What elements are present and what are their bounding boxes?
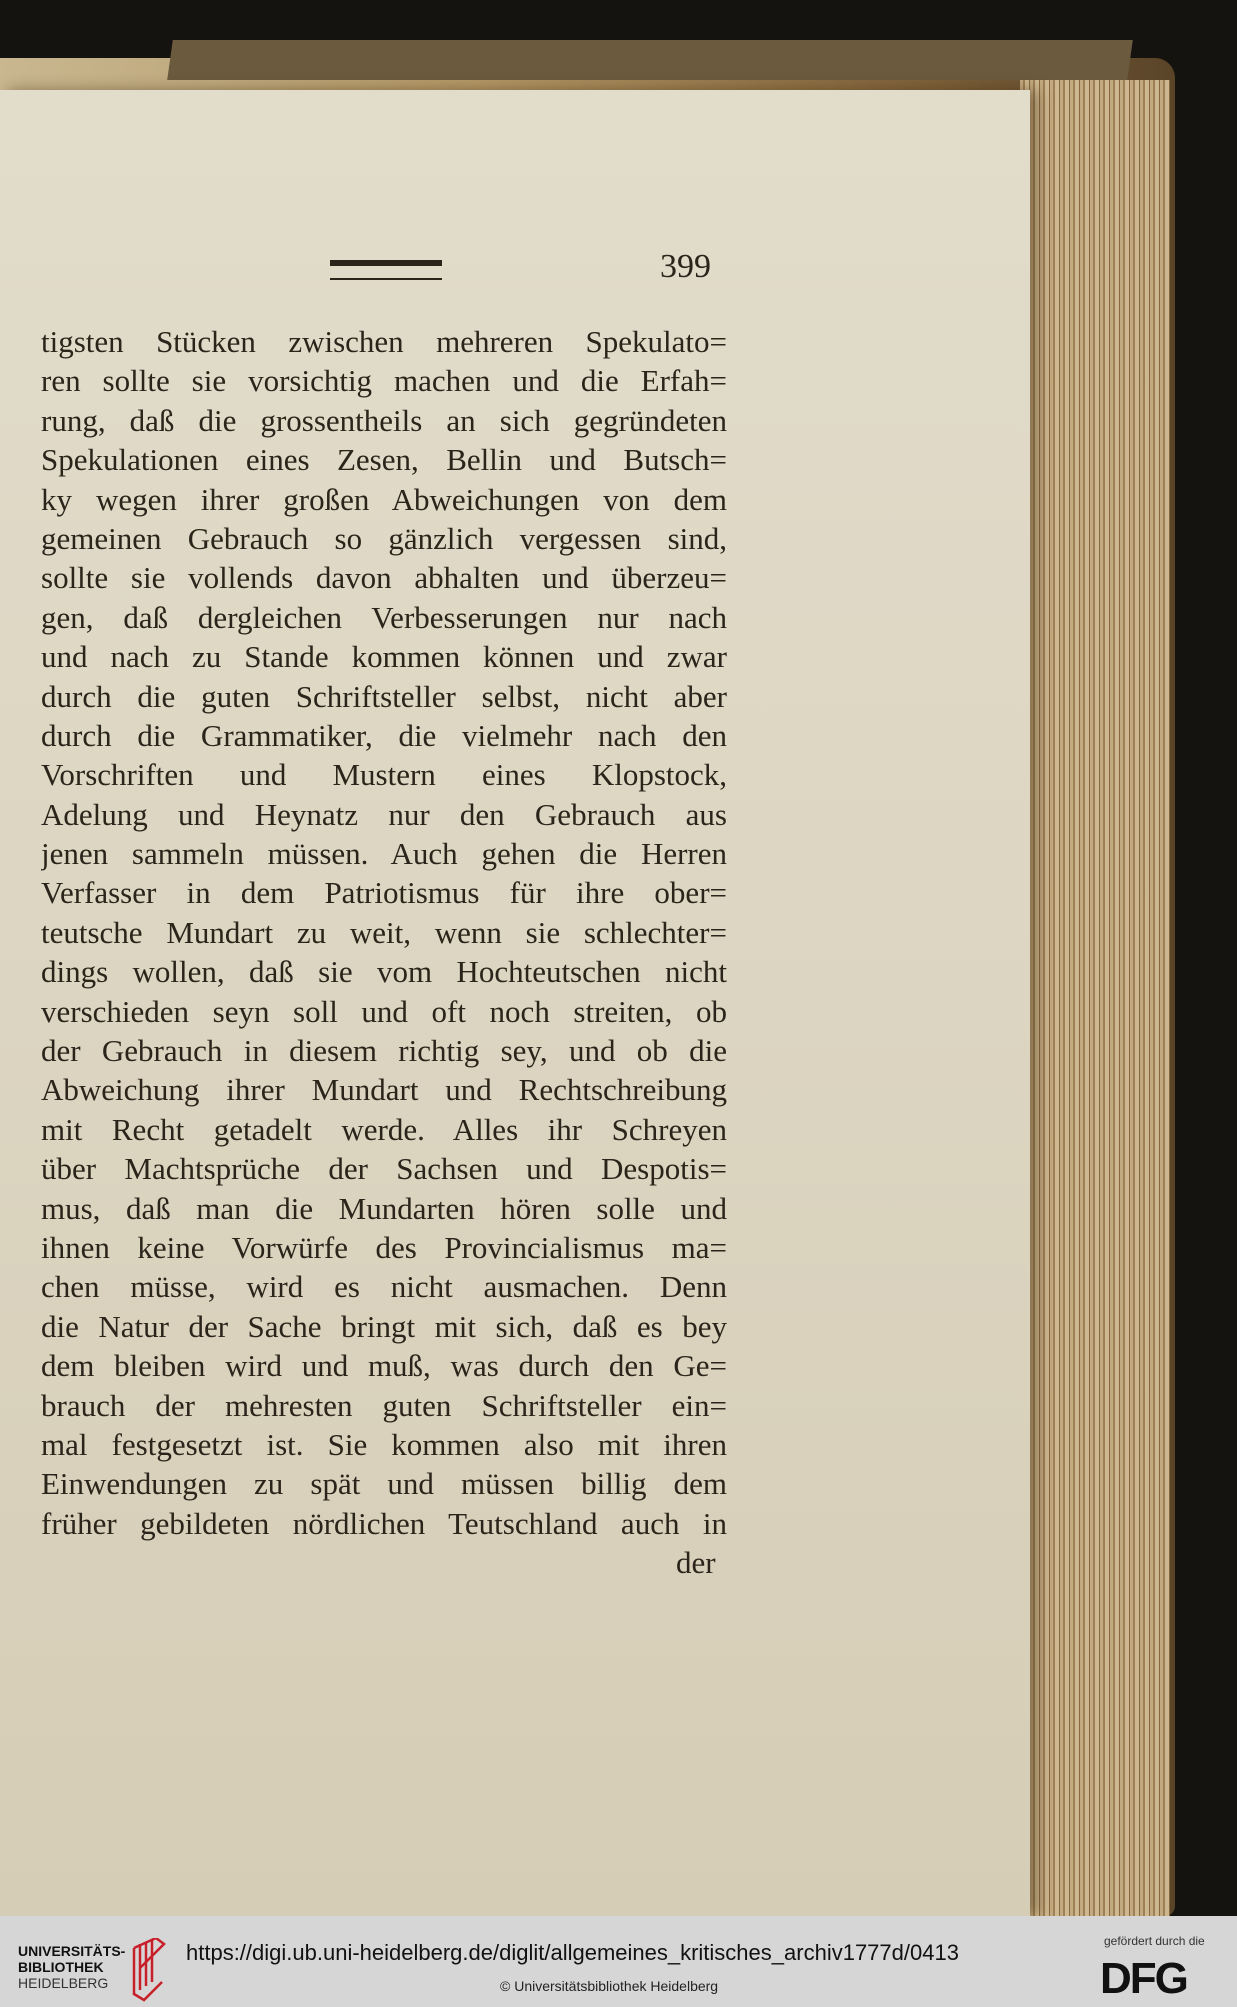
text-line: Vorschriften und Mustern eines Klopstock, xyxy=(41,757,727,793)
text-line: chen müsse, wird es nicht ausmachen. Denn xyxy=(41,1269,727,1305)
text-line: Spekulationen eines Zesen, Bellin und Butsch= xyxy=(41,442,727,478)
document-url-link[interactable]: https://digi.ub.uni-heidelberg.de/diglit/allgemeines_kritisches_archiv1777d/0413 xyxy=(186,1940,959,1965)
page-number: 399 xyxy=(660,248,711,285)
copyright-text: © Universitätsbibliothek Heidelberg xyxy=(500,1978,719,1994)
funding-label: gefördert durch die xyxy=(1104,1934,1205,1948)
text-line: gen, daß dergleichen Verbesserungen nur nach xyxy=(41,599,727,635)
text-line: der Gebrauch in diesem richtig sey, und ob die xyxy=(41,1033,727,1069)
library-name-line: BIBLIOTHEK xyxy=(18,1959,104,1975)
text-line: mus, daß man die Mundarten hören solle und xyxy=(41,1190,727,1226)
text-line: brauch der mehresten guten Schriftsteller ein= xyxy=(41,1387,727,1423)
library-name xyxy=(18,1943,125,1991)
library-logo-icon xyxy=(128,1938,168,2002)
page-text xyxy=(41,322,727,1543)
text-line: die Natur der Sache bringt mit sich, daß es bey xyxy=(41,1308,727,1344)
book-cover-top xyxy=(167,40,1133,80)
text-line: gemeinen Gebrauch so gänzlich vergessen sind, xyxy=(41,520,727,556)
text-line: verschieden seyn soll und oft noch streiten, ob xyxy=(41,993,727,1029)
text-line: rung, daß die grossentheils an sich gegründeten xyxy=(41,402,727,438)
text-line: ky wegen ihrer großen Abweichungen von dem xyxy=(41,481,727,517)
library-name-line: HEIDELBERG xyxy=(18,1975,109,1991)
text-line: Adelung und Heynatz nur den Gebrauch aus xyxy=(41,796,727,832)
text-line: jenen sammeln müssen. Auch gehen die Herren xyxy=(41,836,727,872)
text-line: früher gebildeten nördlichen Teutschland auch in xyxy=(41,1505,727,1541)
text-line: mal festgesetzt ist. Sie kommen also mit ihren xyxy=(41,1426,727,1462)
text-line: mit Recht getadelt werde. Alles ihr Schreyen xyxy=(41,1111,727,1147)
text-line: über Machtsprüche der Sachsen und Despotis= xyxy=(41,1151,727,1187)
dfg-logo: DFG xyxy=(1100,1954,1187,2003)
library-name-line: UNIVERSITÄTS- xyxy=(18,1943,126,1959)
text-line: durch die Grammatiker, die vielmehr nach den xyxy=(41,717,727,753)
text-line: dings wollen, daß sie vom Hochteutschen nicht xyxy=(41,954,727,990)
page-edges xyxy=(1020,80,1170,1916)
text-line: teutsche Mundart zu weit, wenn sie schlechter= xyxy=(41,914,727,950)
text-line: Einwendungen zu spät und müssen billig dem xyxy=(41,1466,727,1502)
text-line: Verfasser in dem Patriotismus für ihre ober= xyxy=(41,875,727,911)
text-line: sollte sie vollends davon abhalten und überzeu= xyxy=(41,560,727,596)
catchword: der xyxy=(676,1545,716,1580)
text-line: Abweichung ihrer Mundart und Rechtschreibung xyxy=(41,1072,727,1108)
text-line: tigsten Stücken zwischen mehreren Spekulato= xyxy=(41,324,727,359)
footer xyxy=(0,1916,1237,2007)
text-line: dem bleiben wird und muß, was durch den Ge= xyxy=(41,1348,727,1384)
header-rule xyxy=(330,260,442,280)
text-line: ren sollte sie vorsichtig machen und die Erfah= xyxy=(41,363,727,399)
text-line: und nach zu Stande kommen können und zwar xyxy=(41,639,727,675)
text-line: durch die guten Schriftsteller selbst, nicht aber xyxy=(41,678,727,714)
text-line: ihnen keine Vorwürfe des Provincialismus ma= xyxy=(41,1229,727,1265)
